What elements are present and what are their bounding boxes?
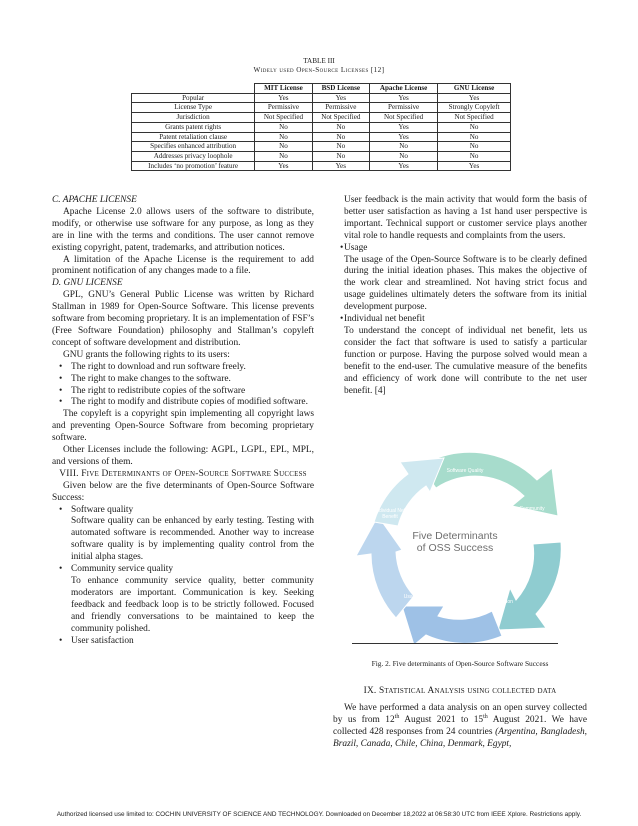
table-cell: Not Specified: [438, 113, 511, 123]
table-cell: Yes: [438, 93, 511, 103]
license-table: [131, 83, 511, 171]
determinants-list: [52, 636, 314, 648]
table-row: [132, 161, 511, 171]
table-cell: No: [255, 142, 312, 152]
table-cell: No: [370, 151, 438, 161]
section-viii-heading: VIII. Five Determinants of Open-Source Software Success: [59, 468, 307, 479]
table-cell: Strongly Copyleft: [438, 103, 511, 113]
row-label: Popular: [132, 93, 255, 103]
table-cell: No: [370, 142, 438, 152]
table-cell: Yes: [312, 93, 369, 103]
table-cell: Yes: [438, 161, 511, 171]
table-cell: No: [255, 132, 312, 142]
table-header-row: [132, 84, 511, 94]
table-row: [132, 122, 511, 132]
table-cell: No: [312, 132, 369, 142]
paragraph: We have performed a data analysis on an open survey collected by us from 12th August 2021 to 15th August 2021. We have collected 428 responses from 24 countries (Argentina, Bangladesh, Brazil, Canada, Chile, China, Denmark, Egypt,: [333, 702, 587, 749]
segment-community-service-quality: [498, 542, 561, 630]
label-usage: Usage: [403, 594, 419, 600]
gnu-heading: D. GNU LICENSE: [52, 278, 123, 289]
table-cell: Yes: [370, 132, 438, 142]
right-column: [333, 195, 587, 397]
list-item-title: • Software quality: [52, 505, 314, 517]
row-label: Patent retaliation clause: [132, 132, 255, 142]
table-label: TABLE III: [303, 57, 335, 65]
table-row: [132, 113, 511, 123]
table-row: [132, 132, 511, 142]
table-cell: Yes: [370, 122, 438, 132]
apache-heading: C. APACHE LICENSE: [52, 195, 137, 205]
table-cell: Not Specified: [255, 113, 312, 123]
list-item: • The right to make changes to the software.: [52, 374, 314, 386]
table-cell: No: [438, 132, 511, 142]
section-ix-heading: IX. Statistical Analysis using collected data: [363, 686, 557, 696]
column-header: GNU License: [438, 84, 511, 94]
row-label: Includes ‘no promotion’ feature: [132, 161, 255, 171]
paragraph: Apache License 2.0 allows users of the software to distribute, modify, or otherwise use software for any purpose, as long as they are in line with the terms and conditions. The user cannot remove existing copyright, patent, trademarks, and attribution notices.: [52, 206, 314, 253]
paragraph: GPL, GNU’s General Public License was written by Richard Stallman in 1989 for Open-Source Software. This license prevents software from becoming proprietary. It is an implementation of FSF’s (Free Software Foundation) philosophy and Stallman’s copyleft concept of software development and distribution.: [52, 290, 314, 348]
table-cell: No: [438, 122, 511, 132]
column-header: Apache License: [370, 84, 438, 94]
list-item-body: To enhance community service quality, better community moderators are important. Communication is key. Seeking feedback and feedback loop is to be strictly followed. Focused and friendly conversations to be maintained to keep the community polished.: [71, 576, 314, 634]
column-header: BSD License: [312, 84, 369, 94]
determinants-list: [333, 243, 587, 255]
paragraph: A limitation of the Apache License is the requirement to add prominent notification of any changes made to a file.: [52, 254, 314, 277]
segment-user-satisfaction: [402, 606, 502, 645]
label-inb-line2: Benefit: [382, 514, 398, 520]
table-cell: No: [312, 151, 369, 161]
row-label: Addresses privacy loophole: [132, 151, 255, 161]
table-cell: Yes: [312, 161, 369, 171]
label-user-line1: User: [494, 593, 506, 599]
table-cell: Yes: [370, 161, 438, 171]
figure-caption: Fig. 2. Five determinants of Open-Source Software Success: [371, 659, 549, 668]
table-cell: No: [312, 142, 369, 152]
column-header: MIT License: [255, 84, 312, 94]
row-label: Grants patent rights: [132, 122, 255, 132]
table-cell: No: [255, 151, 312, 161]
table-cell: No: [255, 122, 312, 132]
list-item-body: The usage of the Open-Source Software is to be clearly defined during the initial ideation phases. This makes the objective of the work clear and streamlined. Not having strict focus and usage guidelines ultimately deters the software from its initial development purpose.: [344, 254, 587, 313]
list-item-title: • User satisfaction: [52, 636, 314, 648]
table-cell: Permissive: [370, 103, 438, 113]
table-cell: Yes: [255, 161, 312, 171]
table-row: [132, 103, 511, 113]
label-community-line2: Service: [523, 512, 541, 518]
diagram-center-title-line1: Five Determinants: [412, 530, 498, 542]
table-caption: Widely used Open-Source Licenses [12]: [253, 66, 385, 74]
table-corner: [132, 84, 255, 94]
segment-usage: [356, 516, 414, 618]
paragraph: GNU grants the following rights to its users:: [63, 349, 230, 360]
row-label: Specifies enhanced attribution: [132, 142, 255, 152]
table-cell: Yes: [370, 93, 438, 103]
figure-rule: [352, 643, 558, 644]
determinants-list: [52, 564, 314, 576]
list-item: • The right to modify and distribute copies of modified software.: [52, 397, 314, 409]
gnu-rights-list: [52, 362, 314, 410]
label-software-quality: Software Quality: [446, 468, 484, 474]
table-cell: Yes: [255, 93, 312, 103]
determinants-cycle-diagram: [352, 446, 574, 652]
list-item-title: • Individual net benefit: [333, 314, 587, 326]
label-community-line1: Community: [519, 506, 545, 512]
table-cell: No: [438, 142, 511, 152]
table-cell: No: [312, 122, 369, 132]
diagram-center-title-line2: of OSS Success: [416, 542, 494, 554]
table-cell: Not Specified: [370, 113, 438, 123]
section-ix: [333, 686, 587, 751]
list-item-body: To understand the concept of individual net benefit, lets us consider the fact that software is used to satisfy a particular function or purpose. Having the purpose solved would mean a benefit to the end-user. The cumulative measure of the benefits and efficiency of work done will contribute to the net user benefit. [4]: [344, 325, 587, 396]
paragraph: Given below are the five determinants of Open-Source Software Success:: [52, 480, 314, 503]
paragraph: Other Licenses include the following: AGPL, LGPL, EPL, MPL, and versions of them.: [52, 445, 314, 467]
left-column: [52, 195, 314, 647]
label-community-line3: Quality: [524, 518, 540, 524]
table-cell: Permissive: [255, 103, 312, 113]
table-cell: Not Specified: [312, 113, 369, 123]
determinants-list: [52, 505, 314, 517]
list-item-body: Software quality can be enhanced by early testing. Testing with automated software is recommended. Another way to increase software quality is by implementing quality control from the initial alpha stages.: [71, 516, 314, 563]
list-item-title: • Usage: [333, 243, 587, 255]
paragraph: The copyleft is a copyright spin implementing all copyright laws and preventing Open-Source Software from becoming proprietary software.: [52, 409, 314, 444]
determinants-list: [333, 314, 587, 326]
table-cell: Permissive: [312, 103, 369, 113]
table-row: [132, 151, 511, 161]
row-label: License Type: [132, 103, 255, 113]
list-item: • The right to redistribute copies of the software: [52, 386, 314, 398]
list-item-body: User feedback is the main activity that would form the basis of better user satisfaction as having a 1st hand user perspective is important. Technical support or customer service plays another vital role to handle requests and complaints from the users.: [344, 195, 587, 241]
table-cell: No: [438, 151, 511, 161]
footer-license-notice: Authorized licensed use limited to: COCHIN UNIVERSITY OF SCIENCE AND TECHNOLOGY. Downloaded on December 18,2022 at 06:58:30 UTC from IEEE Xplore. Restrictions apply.: [56, 811, 582, 818]
label-user-line2: Satisfaction: [487, 599, 513, 605]
list-item: • The right to download and run software freely.: [52, 362, 314, 374]
label-inb-line1: Individual Net: [374, 508, 406, 514]
table-row: [132, 142, 511, 152]
table-row: [132, 93, 511, 103]
row-label: Jurisdiction: [132, 113, 255, 123]
list-item-title: • Community service quality: [52, 564, 314, 576]
